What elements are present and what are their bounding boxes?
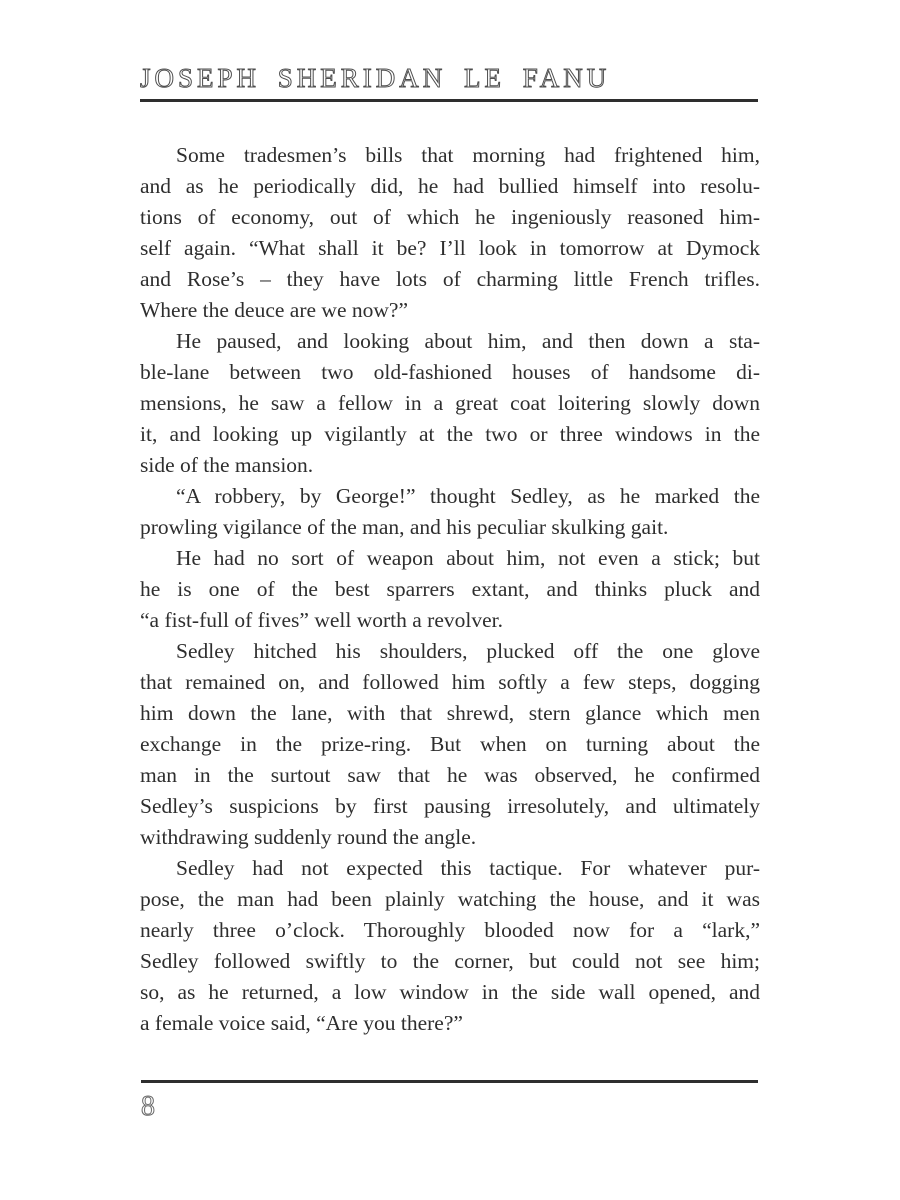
paragraph bbox=[140, 636, 760, 853]
text-line: “A robbery, by George!” thought Sedley, as he marked the bbox=[176, 484, 760, 508]
body-text bbox=[140, 140, 760, 1039]
text-line: nearly three o’clock. Thoroughly blooded now for a “lark,” bbox=[140, 918, 760, 942]
text-line: He paused, and looking about him, and then down a sta- bbox=[176, 329, 760, 353]
text-line: Sedley’s suspicions by first pausing irresolutely, and ultimately bbox=[140, 794, 760, 818]
text-line: Sedley hitched his shoulders, plucked off the one glove bbox=[176, 639, 760, 663]
text-line: Sedley followed swiftly to the corner, but could not see him; bbox=[140, 949, 760, 973]
text-line: side of the mansion. bbox=[140, 453, 314, 477]
page-number: 8 bbox=[141, 1091, 155, 1122]
text-line: pose, the man had been plainly watching the house, and it was bbox=[140, 887, 760, 911]
text-line: Sedley had not expected this tactique. For whatever pur- bbox=[176, 856, 760, 880]
text-line: it, and looking up vigilantly at the two or three windows in the bbox=[140, 422, 760, 446]
text-line: He had no sort of weapon about him, not even a stick; but bbox=[176, 546, 760, 570]
header-rule bbox=[140, 99, 758, 102]
text-line: tions of economy, out of which he ingeniously reasoned him- bbox=[140, 205, 760, 229]
text-line: prowling vigilance of the man, and his peculiar skulking gait. bbox=[140, 515, 669, 539]
text-line: a female voice said, “Are you there?” bbox=[140, 1011, 463, 1035]
text-line: that remained on, and followed him softly a few steps, dogging bbox=[140, 670, 760, 694]
paragraph bbox=[140, 326, 760, 481]
text-line: “a fist-full of fives” well worth a revolver. bbox=[140, 608, 503, 632]
text-line: so, as he returned, a low window in the side wall opened, and bbox=[140, 980, 760, 1004]
paragraph bbox=[140, 140, 760, 326]
text-line: and as he periodically did, he had bullied himself into resolu- bbox=[140, 174, 760, 198]
paragraph bbox=[140, 543, 760, 636]
paragraph bbox=[140, 853, 760, 1039]
text-line: man in the surtout saw that he was observed, he confirmed bbox=[140, 763, 760, 787]
text-line: Some tradesmen’s bills that morning had frightened him, bbox=[176, 143, 760, 167]
text-line: exchange in the prize-ring. But when on turning about the bbox=[140, 732, 760, 756]
text-line: withdrawing suddenly round the angle. bbox=[140, 825, 477, 849]
text-line: Where the deuce are we now?” bbox=[140, 298, 408, 322]
text-line: ble-lane between two old-fashioned houses of handsome di- bbox=[140, 360, 760, 384]
text-line: mensions, he saw a fellow in a great coat loitering slowly down bbox=[140, 391, 760, 415]
paragraph bbox=[140, 481, 760, 543]
text-line: he is one of the best sparrers extant, and thinks pluck and bbox=[140, 577, 760, 601]
footer-rule bbox=[141, 1080, 758, 1083]
running-header-title: JOSEPH SHERIDAN LE FANU bbox=[140, 63, 611, 93]
text-line: self again. “What shall it be? I’ll look in tomorrow at Dymock bbox=[140, 236, 760, 260]
text-line: and Rose’s – they have lots of charming little French trifles. bbox=[140, 267, 760, 291]
text-line: him down the lane, with that shrewd, stern glance which men bbox=[140, 701, 760, 725]
